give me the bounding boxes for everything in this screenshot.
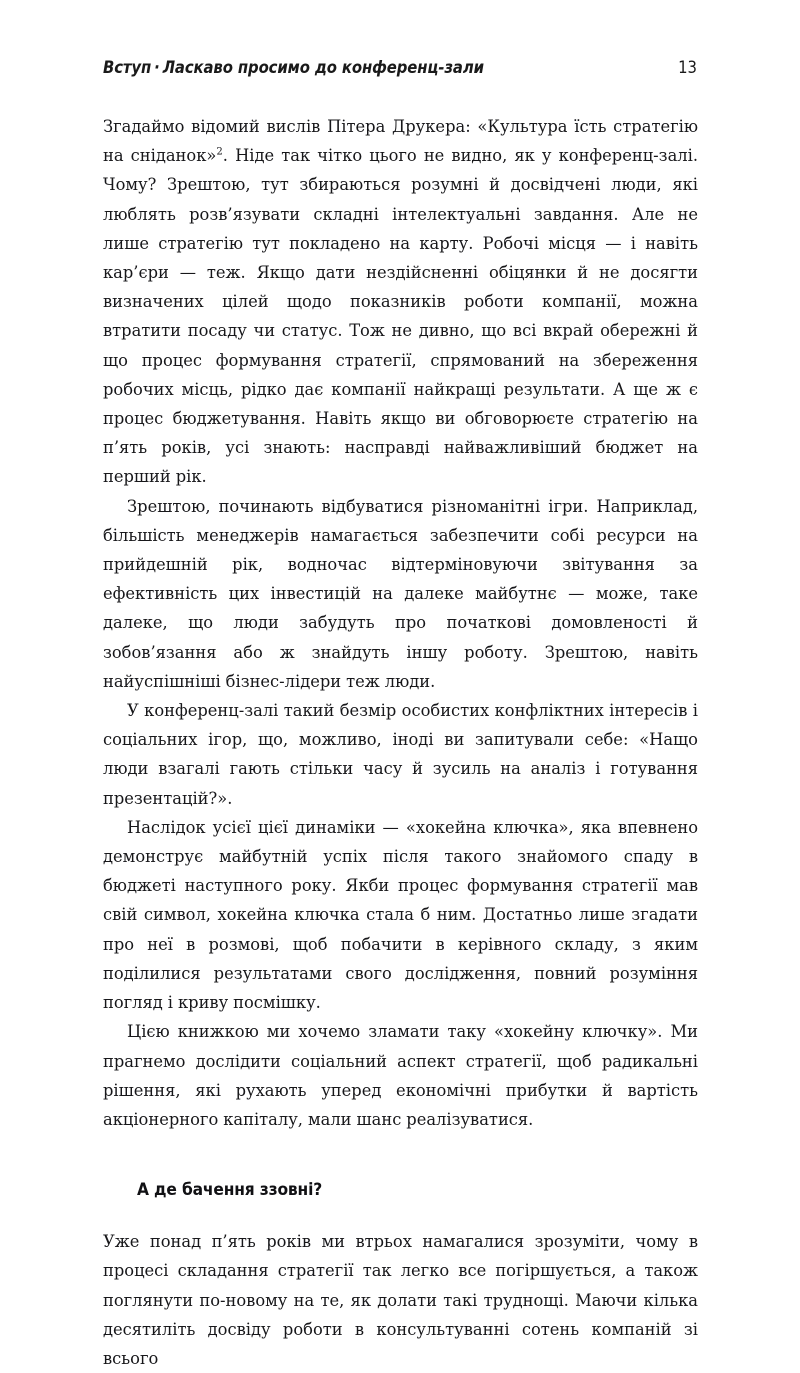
text-column: [103, 112, 698, 1373]
section-heading: А де бачення ззовні?: [137, 1180, 323, 1201]
paragraph: Зрештою, починають відбуватися різноманітні ігри. Наприклад, більшість менеджерів намагається забезпечити собі ресурси на прийдешній рік, водночас відтерміновуючи звітування за ефективність цих інвестицій на далеке майбутнє — може, таке далеке, що люди забудуть про початкові домовленості й зобов’язання або ж знайдуть іншу роботу. Зрештою, навіть найуспішніші бізнес-лідери теж люди.: [103, 496, 698, 691]
paragraph: Уже понад п’ять років ми втрьох намагалися зрозуміти, чому в процесі складання стратегії так легко все погіршується, а також поглянути по-новому на те, як долати такі труднощі. Маючи кілька десятиліть досвіду роботи в консультуванні сотень компаній зі всього: [103, 1232, 698, 1368]
paragraph: Цією книжкою ми хочемо зламати таку «хокейну ключку». Ми прагнемо дослідити соціальний аспект стратегії, щоб радикальні рішення, які рухають уперед економічні прибутки й вартість акціонерного капіталу, мали шанс реалізуватися.: [103, 1022, 698, 1129]
footnote-marker: 2: [216, 146, 223, 158]
running-head-separator: ·: [154, 58, 160, 77]
paragraph: [103, 112, 698, 492]
heading-spacer-top: [103, 1134, 698, 1178]
running-head-title: [103, 58, 484, 77]
chapter-label: Вступ: [103, 58, 152, 77]
chapter-title: Ласкаво просимо до конференц-зали: [162, 58, 484, 77]
paragraph: Наслідок усієї цієї динаміки — «хокейна ключка», яка впевнено демонструє майбутній успіх після такого знайомого спаду в бюджеті наступного року. Якби процес формування стратегії мав свій символ, хокейна ключка стала б ним. Достатньо лише згадати про неї в розмові, щоб побачити в керівного складу, з яким поділилися результатами свого дослідження, повний розуміння погляд і криву посмішку.: [103, 817, 698, 1013]
paragraph-text-after-footnote: . Ніде так чітко цього не видно, як у конференц-залі. Чому? Зрештою, тут збираються розумні й досвідчені люди, які люблять розв’язувати складні інтелектуальні завдання. Але не лише стратегію тут покладено на карту. Робочі місця — і навіть кар’єри — теж. Якщо дати нездійсненні обіцянки й не досягти визначених цілей щодо показників роботи компанії, можна втратити посаду чи статус. Тож не дивно, що всі вкрай обережні й що процес формування стратегії, спрямований на збереження робочих місць, рідко дає компанії найкращі результати. А ще ж є процес бюджетування. Навіть якщо ви обговорюєте стратегію на п’ять років, усі знають: насправді найважливіший бюджет на перший рік.: [103, 146, 698, 487]
heading-spacer-bottom: [103, 1202, 698, 1227]
running-head: [103, 58, 697, 84]
page-number: 13: [678, 58, 697, 77]
paragraph: У конференц-залі такий безмір особистих конфліктних інтересів і соціальних ігор, що, можливо, іноді ви запитували себе: «Нащо люди взагалі гають стільки часу й зусиль на аналіз і готування презентацій?».: [103, 701, 698, 808]
paragraph-text-before-footnote: Згадаймо відомий вислів Пітера Друкера: «Культура їсть стратегію на сніданок»: [103, 117, 698, 166]
